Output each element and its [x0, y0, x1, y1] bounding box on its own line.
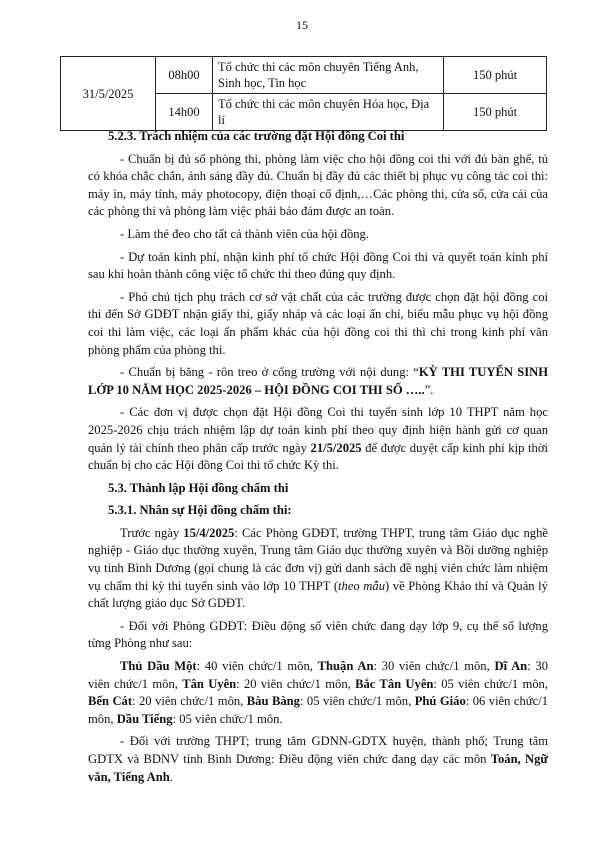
paragraph-text: Trước ngày: [120, 525, 184, 540]
paragraph: - Làm thẻ đeo cho tất cả thành viên của hội đồng.: [120, 226, 369, 241]
district-quota: : 05 viên chức/1 môn,: [433, 676, 549, 691]
district-name: Bắc Tân Uyên: [355, 676, 434, 691]
italic-note: theo mẫu: [338, 578, 385, 593]
exam-schedule-table: [60, 56, 547, 131]
paragraph: [88, 525, 548, 613]
table-row: [61, 57, 547, 94]
paragraph: - Dự toán kinh phí, nhận kinh phí tổ chức Hội đồng Coi thi và quyết toán kinh phí sau khi hoàn thành công việc tổ chức thi theo đúng quy định.: [88, 249, 548, 282]
schedule-time: 08h00: [156, 57, 213, 94]
paragraph-text: để được duyệt cấp kinh phí kịp thời chuẩn bị cho các Hội đồng Coi thi tổ chức Kỳ thi.: [88, 440, 548, 473]
section-heading-5-3: 5.3. Thành lập Hội đồng chấm thi: [108, 480, 289, 495]
paragraph-text: : Các Phòng GDĐT, trường THPT, trung tâm Giáo dục nghề nghiệp - Giáo dục thường xuyên, Trung tâm Giáo dục thường xuyên và Bồi dưỡng nghiệp vụ tỉnh Bình Dương (gọi chung là các đơn vị) gửi danh sách đề nghị viên chức làm nhiệm vụ chấm thi kỳ thi tuyển sinh vào lớp 10 THPT (: [88, 525, 548, 593]
district-quota: : 05 viên chức/1 môn.: [172, 711, 283, 726]
district-name: Phú Giáo: [414, 694, 466, 709]
district-quota: : 20 viên chức/1 môn,: [132, 694, 247, 709]
district-name: Bến Cát: [88, 694, 133, 709]
district-name: Thủ Dầu Một: [120, 659, 197, 674]
section-heading-5-2-3: 5.2.3. Trách nhiệm của các trường đặt Hội đồng Coi thi: [108, 129, 405, 143]
schedule-duration: 150 phút: [444, 94, 547, 131]
document-body: [88, 128, 548, 791]
subjects-list: Toán, Ngữ văn, Tiếng Anh: [88, 752, 548, 784]
schedule-date: 31/5/2025: [61, 57, 156, 131]
page-number: 15: [296, 18, 308, 32]
district-name: Dầu Tiếng: [116, 711, 173, 726]
district-quota: : 06 viên chức/1 môn,: [88, 694, 549, 726]
schedule-content: Tổ chức thi các môn chuyên Hóa học, Địa lí: [213, 94, 444, 131]
paragraph: - Phó chủ tịch phụ trách cơ sở vật chất của các trường được chọn đặt hội đồng coi thi đến Sở GDĐT nhận giấy thi, giấy nháp và các loại ấn chỉ, biểu mẫu phục vụ hội đồng coi thi làm việc, các loại ấn phẩm khác của hội đồng coi thi thì chi trong kinh phí văn phòng phẩm của phòng thi.: [88, 289, 548, 357]
district-quota: : 05 viên chức/1 môn,: [299, 694, 415, 709]
paragraph-text: .: [169, 769, 173, 784]
district-quota: : 20 viên chức/1 môn,: [236, 676, 356, 691]
paragraph-text: - Chuẩn bị băng - rôn treo ở cổng trường với nội dung: “: [120, 365, 419, 380]
schedule-time: 14h00: [156, 94, 213, 131]
paragraph-text: ”.: [424, 382, 434, 397]
district-quota: : 40 viên chức/1 môn,: [196, 659, 318, 674]
deadline-date: 21/5/2025: [310, 440, 362, 455]
district-quota: : 30 viên chức/1 môn,: [88, 659, 548, 691]
district-quota: : 30 viên chức/1 môn,: [373, 659, 495, 674]
district-name: Tân Uyên: [182, 676, 237, 691]
paragraph: [88, 733, 548, 786]
paragraph: [88, 404, 548, 474]
section-heading-5-3-1: 5.3.1. Nhân sự Hội đồng chấm thi:: [108, 503, 292, 518]
district-name: Dĩ An: [494, 659, 528, 674]
district-name: Thuận An: [317, 659, 374, 674]
schedule-content: Tổ chức thi các môn chuyên Tiếng Anh, Sinh học, Tin học: [213, 57, 444, 94]
district-name: Bàu Bàng: [246, 694, 300, 709]
paragraph-text: - Đối với trường THPT; trung tâm GDNN-GDTX huyện, thành phố; Trung tâm GDTX và BDNV tỉnh Bình Dương: Điều động viên chức đang dạy các môn: [88, 734, 548, 766]
banner-text: KỲ THI TUYỂN SINH LỚP 10 NĂM HỌC 2025-2026 – HỘI ĐỒNG COI THI SỐ …..: [88, 365, 549, 397]
paragraph: - Đối với Phòng GDĐT: Điều động số viên chức đang dạy lớp 9, cụ thể số lượng từng Phòng như sau:: [88, 618, 548, 651]
schedule-duration: 150 phút: [444, 57, 547, 94]
paragraph-text: ) về Phòng Khảo thí và Quản lý chất lượng giáo dục Sở GDĐT.: [88, 578, 548, 611]
paragraph-text: - Các đơn vị được chọn đặt Hội đồng Coi thi tuyển sinh lớp 10 THPT năm học 2025-2026 chịu trách nhiệm lập dự toán kinh phí theo quy định hiện hành gửi cơ quan quản lý tài chính theo phân cấp trước ngày: [88, 405, 548, 455]
deadline-date: 15/4/2025: [183, 525, 235, 540]
paragraph: - Chuẩn bị đủ số phòng thi, phòng làm việc cho hội đồng coi thi với đủ bàn ghế, tủ có khóa chắc chắn, ánh sáng đầy đủ. Chuẩn bị đầy đủ các thiết bị phục vụ công tác coi thi: máy in, máy tính, máy photocopy, điện thoại cố định,…Các phòng thi, cửa sổ, cửa cái của các phòng thi và phòng làm việc phải bảo đảm được an toàn.: [88, 151, 548, 219]
paragraph: [88, 364, 548, 399]
quota-paragraph: [88, 658, 548, 728]
